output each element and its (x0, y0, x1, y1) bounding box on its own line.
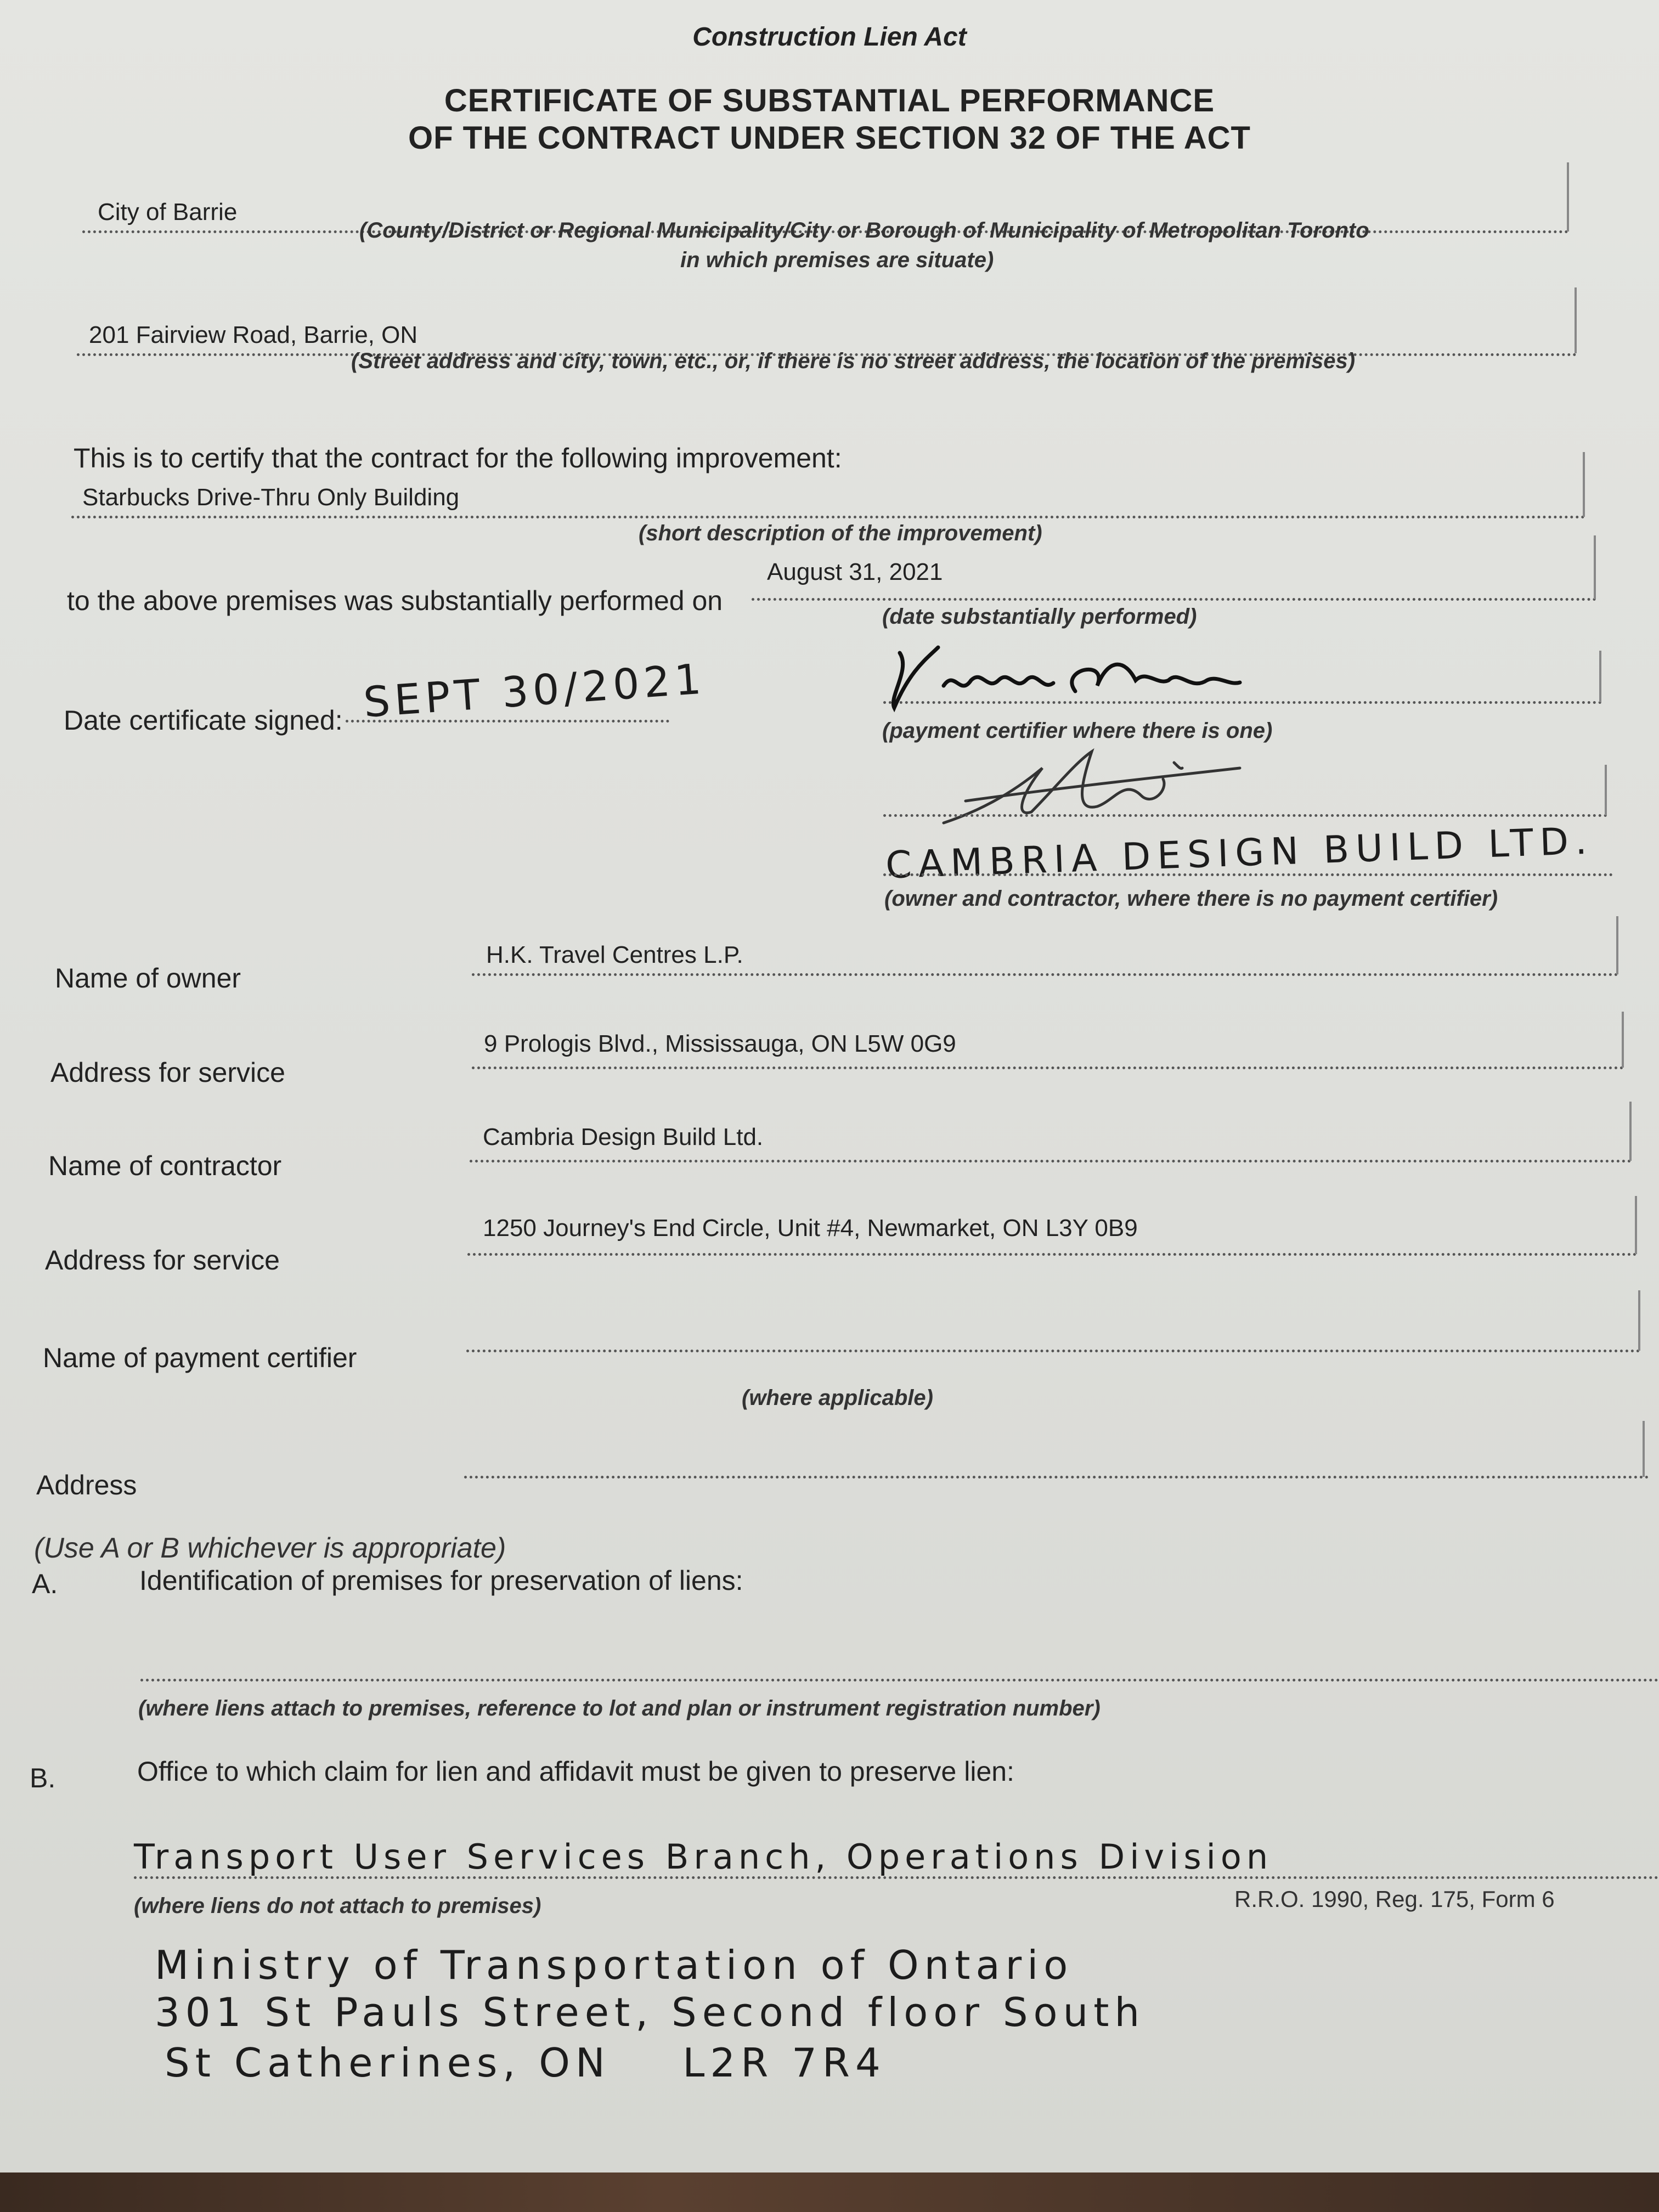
table-surface (0, 2172, 1659, 2212)
certifier-label: Name of payment certifier (43, 1342, 357, 1373)
improvement-caption: (short description of the improvement) (639, 521, 1042, 545)
certifier-line-tick (1638, 1290, 1640, 1351)
performance-line (752, 598, 1596, 601)
owner-address-line-tick (1622, 1012, 1624, 1068)
regulation-reference: R.R.O. 1990, Reg. 175, Form 6 (1234, 1886, 1555, 1912)
contractor-signature-caption: (owner and contractor, where there is no payment certifier) (884, 887, 1498, 911)
contractor-signature-line (883, 814, 1607, 817)
option-a-line (140, 1679, 1659, 1681)
improvement-line (71, 516, 1585, 518)
options-instruction: (Use A or B whichever is appropriate) (34, 1532, 506, 1564)
premises-caption: (Street address and city, town, etc., or, if there is no street address, the location of the premises) (351, 349, 1356, 373)
owner-address-label: Address for service (50, 1057, 285, 1088)
contractor-address-line (467, 1253, 1637, 1256)
option-b-text: Office to which claim for lien and affidavit must be given to preserve lien: (137, 1756, 1014, 1787)
contractor-address-value: 1250 Journey's End Circle, Unit #4, Newmarket, ON L3Y 0B9 (483, 1215, 1138, 1242)
contractor-signature (933, 746, 1262, 834)
date-signed-handwritten: SEPT 30/2021 (362, 654, 707, 727)
owner-label: Name of owner (55, 963, 241, 994)
certifier-signature (878, 636, 1262, 719)
form-title-line1: CERTIFICATE OF SUBSTANTIAL PERFORMANCE (444, 83, 1215, 119)
owner-address-value: 9 Prologis Blvd., Mississauga, ON L5W 0G9 (484, 1030, 956, 1057)
performance-line-tick (1594, 535, 1596, 599)
contractor-line-tick (1629, 1102, 1632, 1161)
address-line-tick (1643, 1421, 1645, 1477)
premises-value: 201 Fairview Road, Barrie, ON (89, 321, 418, 348)
improvement-line-tick (1583, 452, 1585, 517)
option-b-line (134, 1876, 1659, 1879)
contractor-name-line (883, 873, 1613, 876)
owner-value: H.K. Travel Centres L.P. (486, 941, 743, 968)
certifier-caption: (where applicable) (742, 1386, 933, 1410)
performance-value: August 31, 2021 (767, 558, 943, 585)
option-b-caption: (where liens do not attach to premises) (134, 1894, 541, 1918)
option-a-text: Identification of premises for preservation of liens: (139, 1565, 743, 1596)
address-line (464, 1476, 1649, 1479)
handwritten-address-line2: 301 St Pauls Street, Second floor South (155, 1989, 1146, 2035)
contractor-value: Cambria Design Build Ltd. (483, 1124, 764, 1150)
contractor-printed-name: CAMBRIA DESIGN BUILD LTD. (885, 819, 1594, 888)
contractor-label: Name of contractor (48, 1150, 282, 1181)
owner-line (472, 973, 1618, 976)
owner-address-line (472, 1066, 1624, 1069)
handwritten-address-line1: Ministry of Transportation of Ontario (155, 1942, 1074, 1988)
option-a-marker: A. (32, 1568, 58, 1599)
contractor-line (470, 1160, 1632, 1163)
contractor-signature-line-tick (1605, 765, 1607, 815)
municipality-caption-1: (County/District or Regional Municipality/City or Borough of Municipality of Metropolitan Toronto (359, 218, 1369, 242)
contractor-address-label: Address for service (45, 1245, 280, 1276)
form-title-line2: OF THE CONTRACT UNDER SECTION 32 OF THE ACT (408, 120, 1251, 156)
municipality-value: City of Barrie (98, 199, 238, 225)
performance-label: to the above premises was substantially performed on (67, 585, 723, 616)
handwritten-address-line3: St Catherines, ON L2R 7R4 (165, 2040, 886, 2086)
performance-caption: (date substantially performed) (882, 605, 1197, 629)
improvement-intro: This is to certify that the contract for the following improvement: (74, 443, 842, 473)
municipality-caption-2: in which premises are situate) (680, 248, 994, 272)
premises-line-tick (1575, 287, 1577, 353)
improvement-value: Starbucks Drive-Thru Only Building (82, 484, 460, 511)
municipality-line-tick (1567, 162, 1569, 232)
date-signed-label: Date certificate signed: (64, 705, 343, 736)
option-b-handwritten: Transport User Services Branch, Operations Division (134, 1837, 1273, 1877)
act-title: Construction Lien Act (692, 22, 967, 52)
certifier-signature-caption: (payment certifier where there is one) (882, 719, 1273, 743)
owner-line-tick (1616, 916, 1618, 974)
option-b-marker: B. (30, 1763, 56, 1793)
address-label: Address (36, 1470, 137, 1500)
contractor-address-line-tick (1635, 1196, 1637, 1254)
option-a-caption: (where liens attach to premises, reference to lot and plan or instrument registration number) (138, 1696, 1101, 1720)
certifier-line (466, 1350, 1640, 1352)
certifier-signature-line-tick (1599, 651, 1601, 702)
